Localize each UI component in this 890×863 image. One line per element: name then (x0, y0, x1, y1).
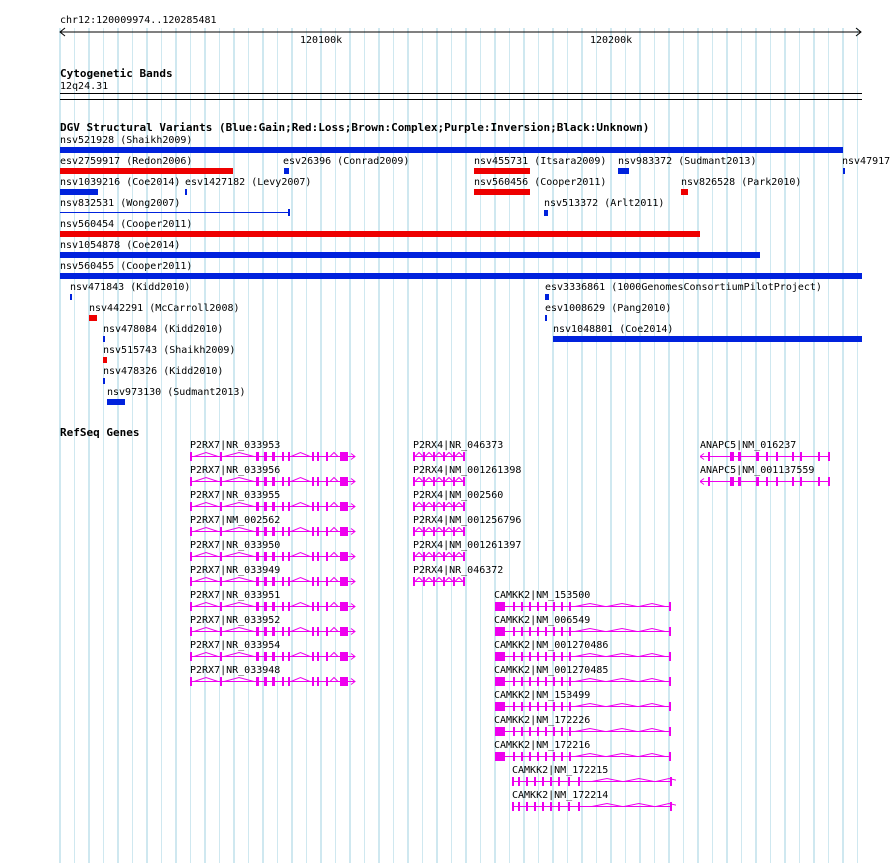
gene-label[interactable]: P2RX4|NM_001261398 (413, 465, 522, 476)
dgv-feature-label[interactable]: nsv521928 (Shaikh2009) (60, 135, 193, 146)
dgv-feature-bar[interactable] (70, 294, 72, 300)
dgv-feature-line[interactable] (60, 212, 289, 213)
cytoband-line-top (60, 93, 862, 94)
dgv-track-title: DGV Structural Variants (Blue:Gain;Red:Loss;Brown:Complex;Purple:Inversion;Black:Unknown) (60, 121, 650, 134)
dgv-feature-bar[interactable] (60, 189, 98, 195)
gene-model[interactable] (190, 551, 359, 563)
dgv-feature-label[interactable]: nsv471843 (Kidd2010) (70, 282, 191, 293)
dgv-feature-bar[interactable] (284, 168, 289, 174)
gene-model[interactable] (495, 751, 675, 763)
gene-model[interactable] (190, 526, 359, 538)
gene-model[interactable] (512, 801, 676, 813)
cytoband-line-bottom (60, 99, 862, 100)
dgv-feature-label[interactable]: nsv442291 (McCarroll2008) (89, 303, 240, 314)
dgv-feature-bar[interactable] (843, 168, 845, 174)
gene-model[interactable] (495, 676, 675, 688)
dgv-feature-bar[interactable] (681, 189, 688, 195)
dgv-feature-bar[interactable] (60, 147, 843, 153)
refseq-track-title: RefSeq Genes (60, 426, 140, 439)
gene-model[interactable] (190, 601, 359, 613)
dgv-feature-label[interactable]: nsv47917 (842, 156, 890, 167)
gene-model[interactable] (700, 451, 834, 463)
gene-label[interactable]: P2RX7|NR_033956 (190, 465, 281, 476)
gene-label[interactable]: P2RX7|NR_033951 (190, 590, 281, 601)
dgv-feature-label[interactable]: nsv1048801 (Coe2014) (553, 324, 674, 335)
dgv-feature-bar[interactable] (60, 273, 862, 279)
dgv-feature-bar[interactable] (185, 189, 187, 195)
gene-model[interactable] (413, 576, 469, 588)
dgv-feature-label[interactable]: nsv478084 (Kidd2010) (103, 324, 224, 335)
gene-model[interactable] (190, 626, 359, 638)
gene-model[interactable] (495, 601, 675, 613)
gene-label[interactable]: CAMKK2|NM_153500 (494, 590, 591, 601)
gene-model[interactable] (413, 451, 469, 463)
gene-model[interactable] (190, 676, 359, 688)
gene-label[interactable]: P2RX4|NM_002560 (413, 490, 504, 501)
dgv-feature-bar[interactable] (60, 231, 700, 237)
dgv-feature-bar[interactable] (89, 315, 97, 321)
gene-label[interactable]: ANAPC5|NM_001137559 (700, 465, 815, 476)
gene-label[interactable]: P2RX4|NM_001261397 (413, 540, 522, 551)
gene-model[interactable] (413, 476, 469, 488)
gene-label[interactable]: CAMKK2|NM_001270486 (494, 640, 609, 651)
dgv-feature-label[interactable]: nsv973130 (Sudmant2013) (107, 387, 246, 398)
gene-label[interactable]: P2RX7|NR_033950 (190, 540, 281, 551)
dgv-feature-label[interactable]: nsv515743 (Shaikh2009) (103, 345, 236, 356)
dgv-feature-label[interactable]: esv3336861 (1000GenomesConsortiumPilotProject) (545, 282, 822, 293)
dgv-feature-label[interactable]: esv26396 (Conrad2009) (283, 156, 410, 167)
gene-model[interactable] (413, 551, 469, 563)
dgv-feature-bar[interactable] (553, 336, 862, 342)
gene-model[interactable] (495, 701, 675, 713)
gene-label[interactable]: P2RX7|NR_033954 (190, 640, 281, 651)
dgv-feature-label[interactable]: nsv826528 (Park2010) (681, 177, 802, 188)
gene-label[interactable]: ANAPC5|NM_016237 (700, 440, 797, 451)
gene-label[interactable]: P2RX7|NM_002562 (190, 515, 281, 526)
dgv-feature-bar[interactable] (60, 168, 233, 174)
dgv-feature-label[interactable]: esv1008629 (Pang2010) (545, 303, 672, 314)
gene-label[interactable]: P2RX7|NR_033955 (190, 490, 281, 501)
dgv-feature-label[interactable]: esv1427182 (Levy2007) (185, 177, 312, 188)
gene-label[interactable]: P2RX7|NR_033949 (190, 565, 281, 576)
gene-model[interactable] (413, 501, 469, 513)
gene-model[interactable] (700, 476, 834, 488)
dgv-feature-bar[interactable] (103, 378, 105, 384)
dgv-feature-bar[interactable] (545, 294, 549, 300)
gene-label[interactable]: P2RX4|NR_046372 (413, 565, 504, 576)
gene-model[interactable] (512, 776, 676, 788)
gene-model[interactable] (190, 651, 359, 663)
gene-model[interactable] (495, 626, 675, 638)
dgv-feature-bar[interactable] (60, 252, 760, 258)
dgv-feature-label[interactable]: nsv1054878 (Coe2014) (60, 240, 181, 251)
gene-label[interactable]: CAMKK2|NM_172216 (494, 740, 591, 751)
ruler-axis (55, 26, 867, 38)
gene-model[interactable] (495, 726, 675, 738)
gene-label[interactable]: P2RX7|NR_033953 (190, 440, 281, 451)
cytoband-label: 12q24.31 (60, 81, 109, 92)
gene-label[interactable]: P2RX7|NR_033952 (190, 615, 281, 626)
gene-label[interactable]: CAMKK2|NM_172215 (512, 765, 609, 776)
gene-label[interactable]: CAMKK2|NM_172226 (494, 715, 591, 726)
gene-model[interactable] (495, 651, 675, 663)
dgv-feature-label[interactable]: nsv832531 (Wong2007) (60, 198, 181, 209)
dgv-feature-bar[interactable] (474, 168, 530, 174)
dgv-feature-bar[interactable] (618, 168, 629, 174)
dgv-feature-bar[interactable] (544, 210, 548, 216)
cytoband-track-title: Cytogenetic Bands (60, 67, 173, 80)
dgv-feature-label[interactable]: esv2759917 (Redon2006) (60, 156, 193, 167)
dgv-feature-label[interactable]: nsv1039216 (Coe2014) (60, 177, 181, 188)
ruler-tick-120200k: 120200k (590, 35, 633, 46)
dgv-feature-label[interactable]: nsv513372 (Arlt2011) (544, 198, 665, 209)
gene-label[interactable]: CAMKK2|NM_172214 (512, 790, 609, 801)
gene-label[interactable]: CAMKK2|NM_153499 (494, 690, 591, 701)
dgv-feature-bar[interactable] (107, 399, 125, 405)
gene-label[interactable]: P2RX4|NM_001256796 (413, 515, 522, 526)
gene-model[interactable] (413, 526, 469, 538)
dgv-feature-label[interactable]: nsv983372 (Sudmant2013) (618, 156, 757, 167)
dgv-feature-label[interactable]: nsv560454 (Cooper2011) (60, 219, 193, 230)
dgv-feature-label[interactable]: nsv560455 (Cooper2011) (60, 261, 193, 272)
dgv-feature-bar[interactable] (474, 189, 530, 195)
ruler-tick-120100k: 120100k (300, 35, 343, 46)
gene-model[interactable] (190, 501, 359, 513)
gene-label[interactable]: P2RX4|NR_046373 (413, 440, 504, 451)
dgv-feature-label[interactable]: nsv560456 (Cooper2011) (474, 177, 607, 188)
dgv-feature-bar[interactable] (545, 315, 547, 321)
gene-model[interactable] (190, 451, 359, 463)
ruler-position: chr12:120009974..120285481 (60, 15, 217, 26)
dgv-feature-bar[interactable] (103, 357, 107, 363)
gene-model[interactable] (190, 476, 359, 488)
dgv-feature-label[interactable]: nsv455731 (Itsara2009) (474, 156, 607, 167)
gene-model[interactable] (190, 576, 359, 588)
dgv-feature-label[interactable]: nsv478326 (Kidd2010) (103, 366, 224, 377)
gene-label[interactable]: CAMKK2|NM_001270485 (494, 665, 609, 676)
dgv-feature-bar[interactable] (103, 336, 105, 342)
dgv-feature-end (288, 209, 290, 216)
gene-label[interactable]: P2RX7|NR_033948 (190, 665, 281, 676)
gene-label[interactable]: CAMKK2|NM_006549 (494, 615, 591, 626)
